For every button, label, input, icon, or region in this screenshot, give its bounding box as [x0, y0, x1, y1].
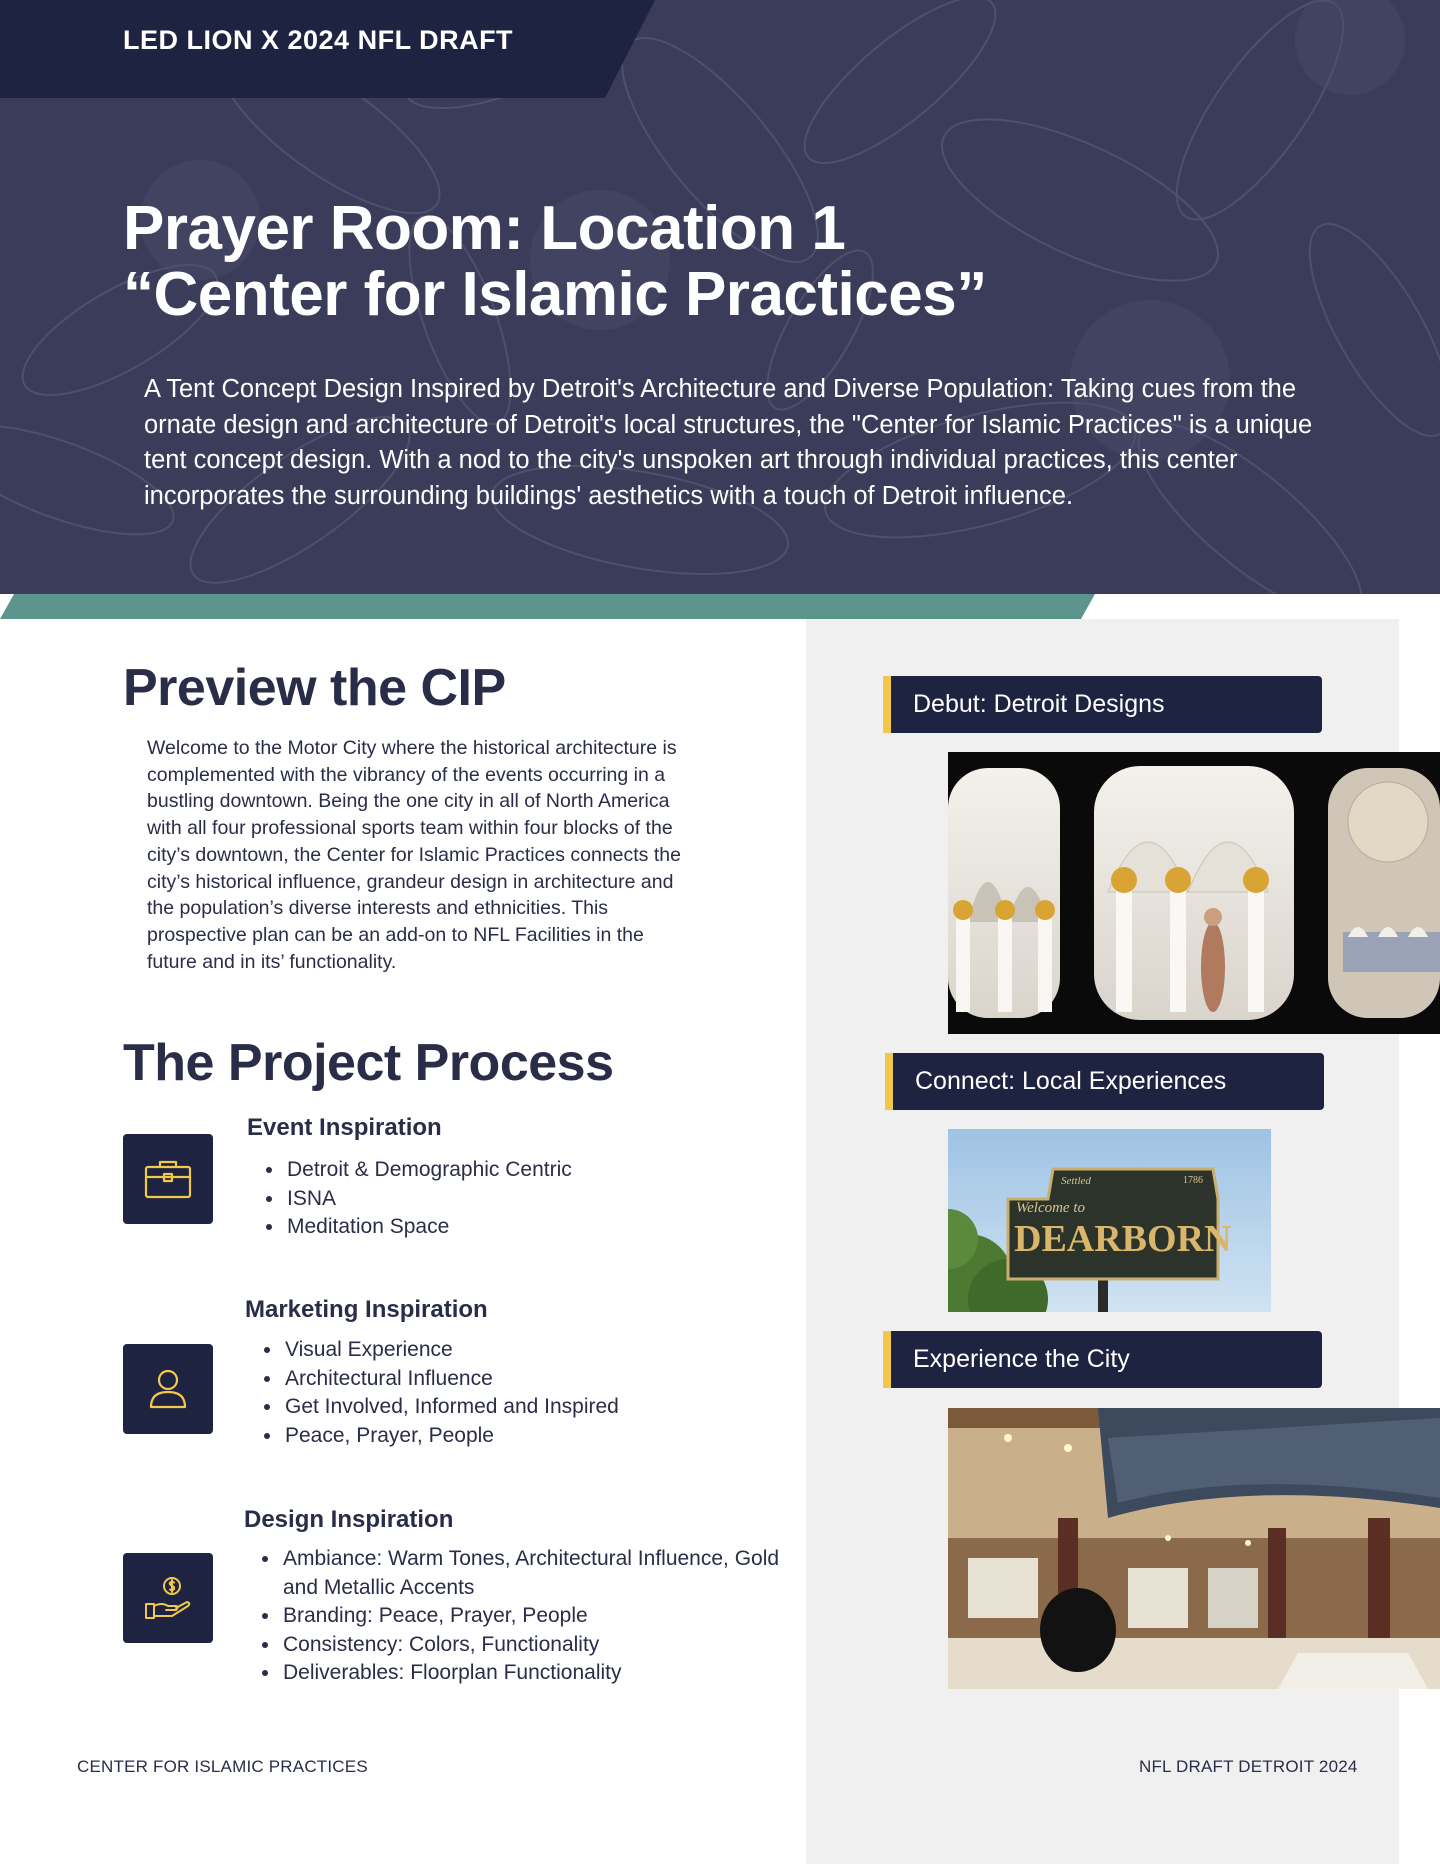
- step-title-event: Event Inspiration: [247, 1114, 442, 1141]
- sign-welcome-text: Welcome to: [1016, 1200, 1086, 1216]
- hero-banner: [0, 0, 1440, 594]
- label-connect: Connect: Local Experiences: [885, 1053, 1324, 1110]
- design-icon-box: [123, 1553, 213, 1643]
- list-item: • Consistency: Colors, Functionality: [281, 1631, 801, 1660]
- label-debut: Debut: Detroit Designs: [883, 676, 1322, 733]
- hero-description: A Tent Concept Design Inspired by Detroit's Architecture and Diverse Population: Taking cues from the ornate design and architecture of Detroit's local structures, the "Center for Islamic Practices" is a unique tent concept design. With a nod to the city's unspoken art through individual practices, this center incorporates the surrounding buildings' aesthetics with a touch of Detroit influence.: [144, 375, 1313, 510]
- footer-left: CENTER FOR ISLAMIC PRACTICES: [77, 1757, 368, 1776]
- page-title-line-1: Prayer Room: Location 1: [123, 194, 846, 263]
- teal-divider: [0, 594, 1095, 619]
- user-icon: [140, 1361, 196, 1417]
- preview-heading: Preview the CIP: [123, 659, 506, 717]
- footer-right: NFL DRAFT DETROIT 2024: [1139, 1757, 1358, 1776]
- step-title-design: Design Inspiration: [244, 1506, 454, 1533]
- page-title: [123, 196, 987, 328]
- mosque-arches-illustration: [948, 752, 1440, 1034]
- sign-settled-text: Settled: [1061, 1175, 1091, 1187]
- label-experience: Experience the City: [883, 1331, 1322, 1388]
- list-item: • ISNA: [285, 1185, 572, 1214]
- page-title-line-2: “Center for Islamic Practices”: [123, 260, 987, 329]
- step-list-marketing: [259, 1336, 619, 1450]
- dearborn-sign-photo: [948, 1129, 1271, 1312]
- list-item: • Detroit & Demographic Centric: [285, 1156, 572, 1185]
- hand-coin-icon: [140, 1570, 196, 1626]
- step-title-marketing: Marketing Inspiration: [245, 1296, 488, 1323]
- list-item: • Meditation Space: [285, 1213, 572, 1242]
- sign-year-text: 1786: [1183, 1175, 1203, 1186]
- list-item: • Get Involved, Informed and Inspired: [283, 1393, 619, 1422]
- briefcase-icon: [140, 1151, 196, 1207]
- process-heading: The Project Process: [123, 1034, 614, 1092]
- islamic-center-interior-photo: [948, 1408, 1440, 1689]
- list-item: • Deliverables: Floorplan Functionality: [281, 1659, 801, 1688]
- top-tag-label: LED LION X 2024 NFL DRAFT: [123, 25, 514, 55]
- list-item: • Architectural Influence: [283, 1365, 619, 1394]
- event-icon-box: [123, 1134, 213, 1224]
- step-list-event: [261, 1156, 572, 1242]
- list-item: • Visual Experience: [283, 1336, 619, 1365]
- list-item: • Peace, Prayer, People: [283, 1422, 619, 1451]
- list-item: • Branding: Peace, Prayer, People: [281, 1602, 801, 1631]
- interior-illustration: [948, 1408, 1440, 1689]
- step-list-design: [257, 1545, 801, 1688]
- list-item: • Ambiance: Warm Tones, Architectural Influence, Gold and Metallic Accents: [281, 1545, 801, 1602]
- preview-body: Welcome to the Motor City where the historical architecture is complemented with the vibrancy of the events occurring in a bustling downtown. Being the one city in all of North America with all four professional sports team within four blocks of the city’s downtown, the Center for Islamic Practices connects the city’s historical influence, grandeur design in architecture and the population’s diverse interests and ethnicities. This prospective plan can be an add-on to NFL Facilities in the future and in its’ functionality.: [147, 737, 681, 973]
- marketing-icon-box: [123, 1344, 213, 1434]
- mosque-arches-photo: [948, 752, 1440, 1034]
- sign-city-text: DEARBORN: [1014, 1218, 1232, 1260]
